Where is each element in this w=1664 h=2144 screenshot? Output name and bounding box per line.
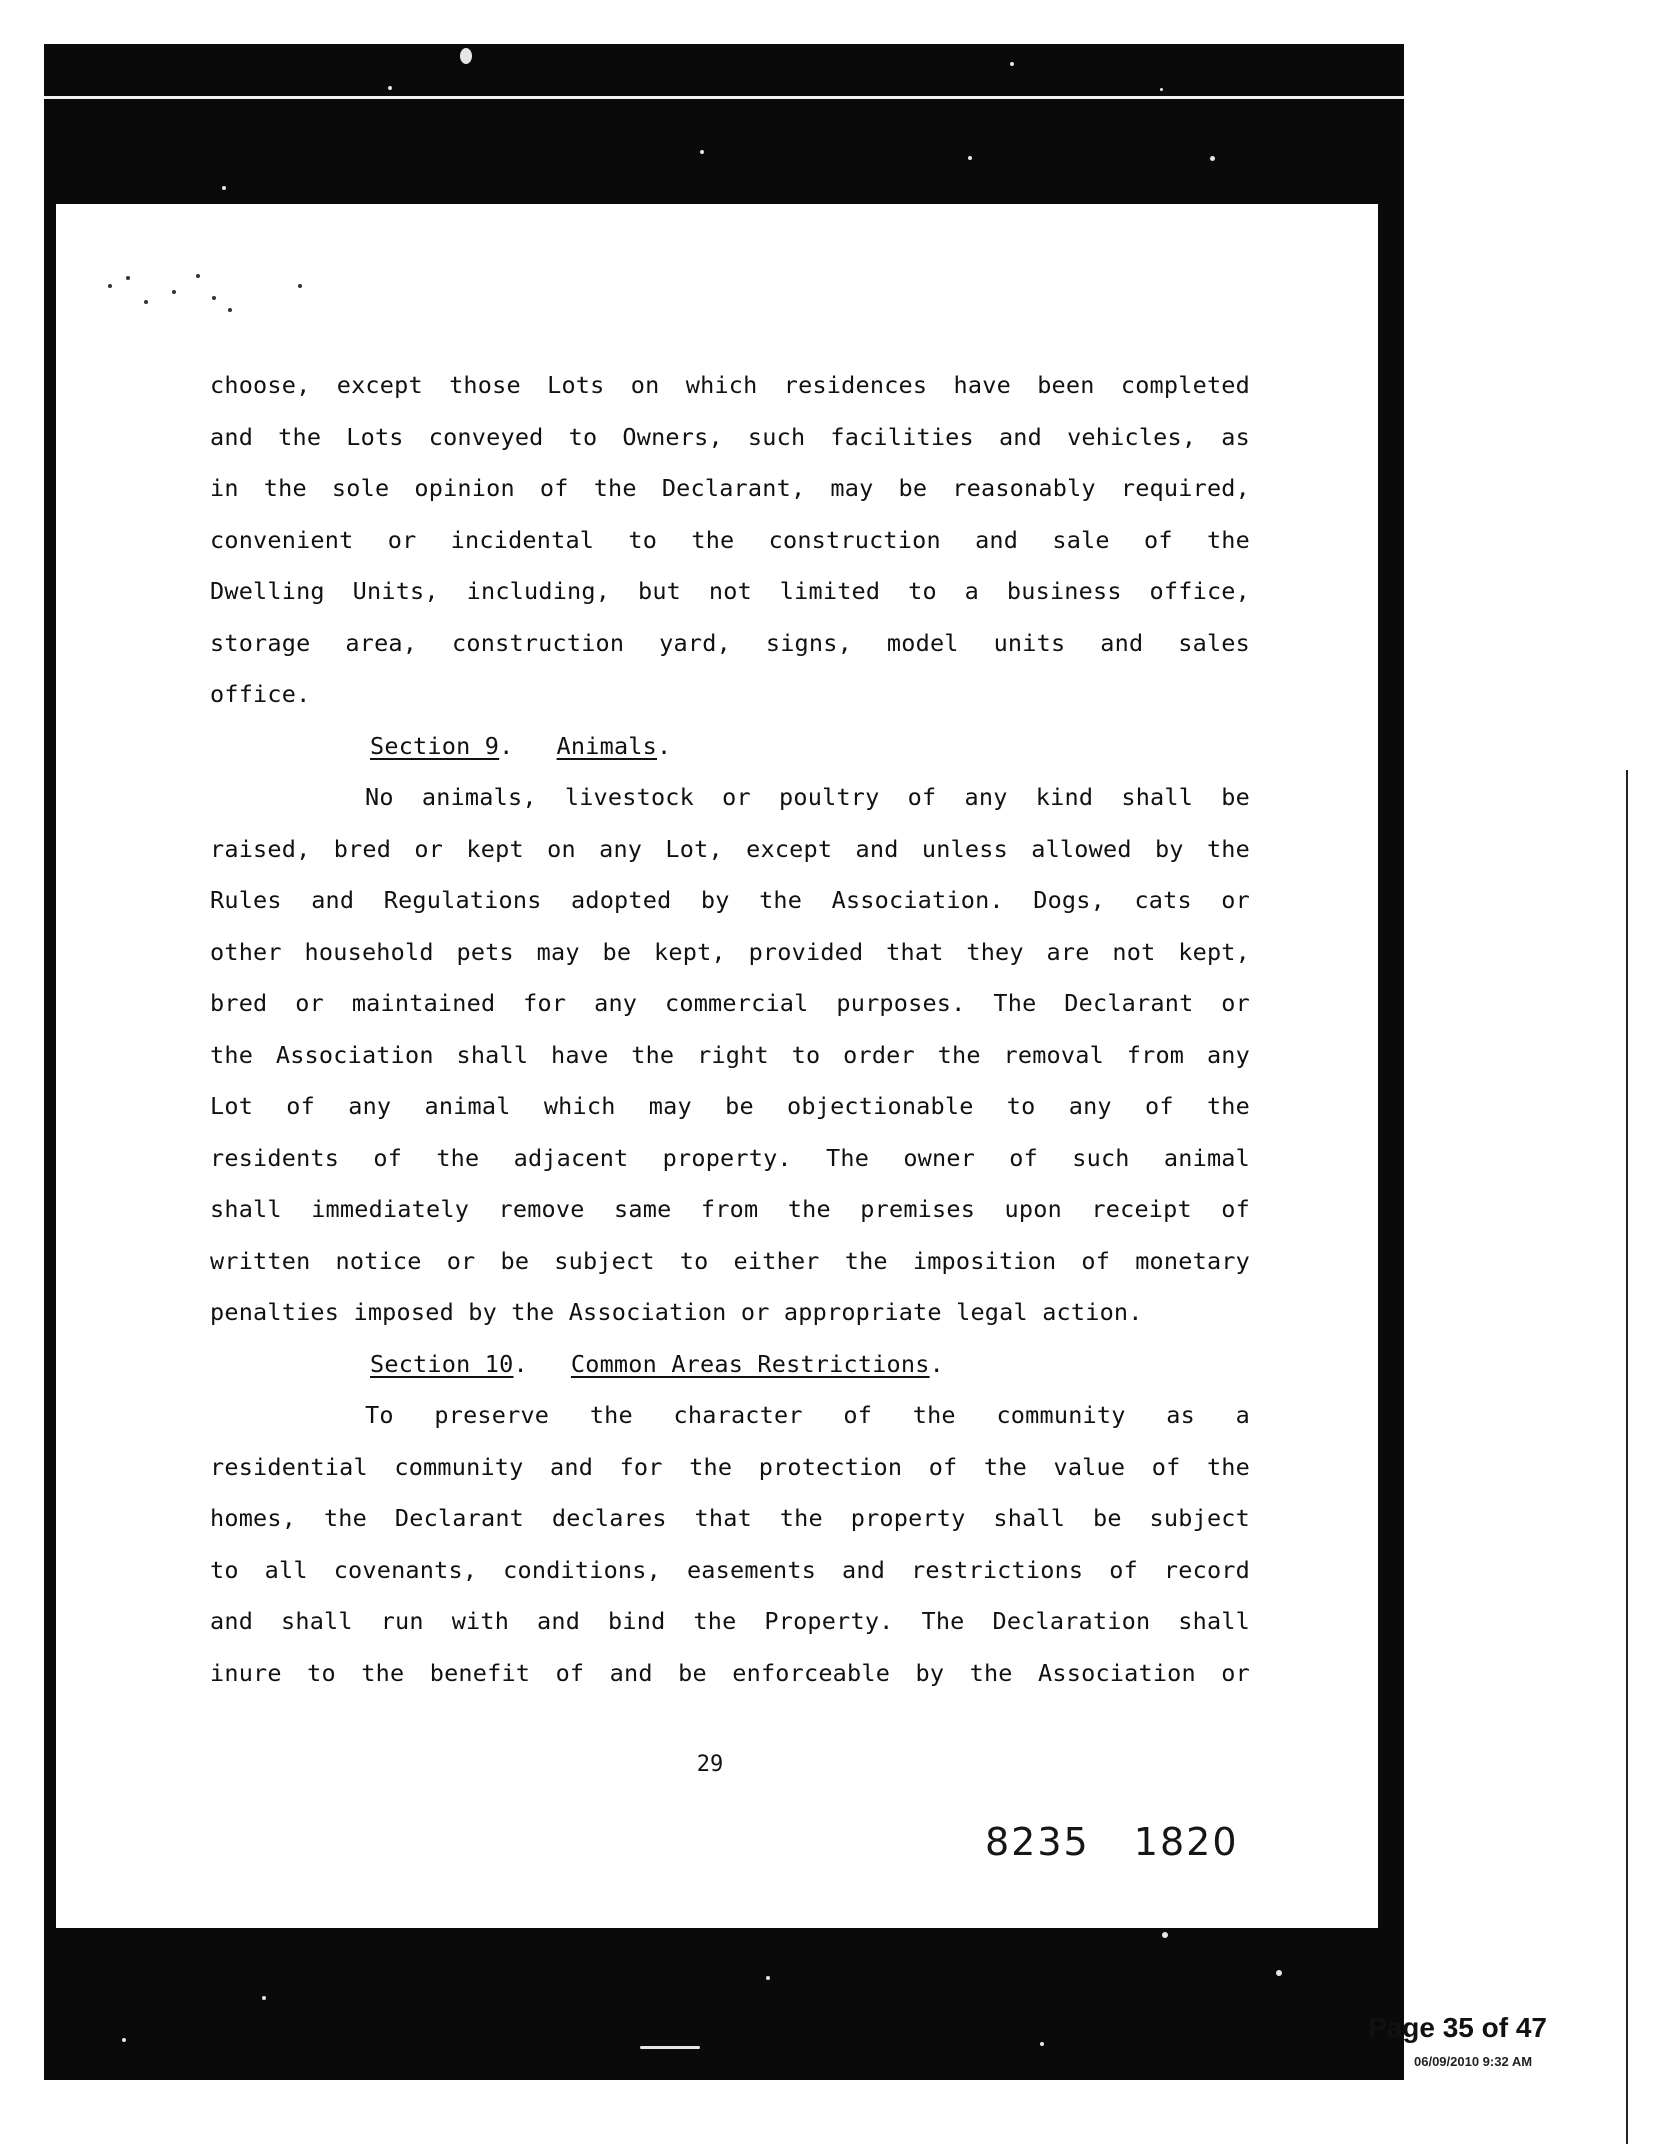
scan-speck bbox=[388, 86, 392, 90]
scan-speck bbox=[968, 156, 972, 160]
scan-speck bbox=[1040, 2042, 1044, 2046]
text-line: Dwelling Units, including, but not limited to a business office, bbox=[210, 577, 1250, 605]
scan-speck bbox=[1210, 156, 1215, 161]
scan-speck bbox=[766, 1976, 770, 1980]
scan-speck bbox=[1276, 1970, 1282, 1976]
text-line: the Association shall have the right to order the removal from any bbox=[210, 1040, 1250, 1069]
scan-top-rule bbox=[44, 96, 1404, 99]
text-line: raised, bred or kept on any Lot, except and unless allowed by the bbox=[210, 834, 1250, 863]
page-counter: Page 35 of 47 bbox=[1368, 2012, 1547, 2043]
scan-dot bbox=[144, 300, 148, 304]
text-line: to all covenants, conditions, easements and restrictions of record bbox=[210, 1555, 1250, 1584]
text-line: convenient or incidental to the construction and sale of the bbox=[210, 525, 1250, 554]
text-line: No animals, livestock or poultry of any kind shall be bbox=[365, 783, 1250, 811]
scan-dot bbox=[228, 308, 232, 312]
text-line: shall immediately remove same from the premises upon receipt of bbox=[210, 1195, 1250, 1223]
text-line: homes, the Declarant declares that the property shall be subject bbox=[210, 1504, 1250, 1532]
text-line: and shall run with and bind the Property. The Declaration shall bbox=[210, 1607, 1250, 1635]
text-line: storage area, construction yard, signs, model units and sales bbox=[210, 628, 1250, 657]
text-line: Rules and Regulations adopted by the Association. Dogs, cats or bbox=[210, 886, 1250, 914]
scan-speck bbox=[262, 1996, 266, 2000]
scan-margin-rule bbox=[1626, 770, 1628, 2144]
scan-dot bbox=[196, 274, 200, 278]
scan-speck bbox=[122, 2038, 126, 2042]
scan-speck bbox=[1162, 1932, 1168, 1938]
text-line: office. bbox=[210, 680, 311, 708]
text-line: To preserve the character of the community as a bbox=[365, 1401, 1250, 1429]
text-line: other household pets may be kept, provided that they are not kept, bbox=[210, 937, 1250, 966]
text-line: bred or maintained for any commercial purposes. The Declarant or bbox=[210, 989, 1250, 1017]
print-timestamp: 06/09/2010 9:32 AM bbox=[1414, 2054, 1533, 2069]
scan-speck bbox=[1160, 88, 1163, 91]
text-line: in the sole opinion of the Declarant, may be reasonably required, bbox=[210, 474, 1250, 502]
section-10-heading: Section 10. Common Areas Restrictions. bbox=[370, 1349, 944, 1378]
section-number: Section 10 bbox=[370, 1349, 514, 1378]
scan-dot bbox=[298, 284, 302, 288]
scan-speck bbox=[460, 48, 472, 64]
text-line: penalties imposed by the Association or appropriate legal action. bbox=[210, 1298, 1143, 1326]
scan-speck bbox=[700, 150, 704, 154]
scan-speck bbox=[640, 2046, 700, 2049]
scan-dot bbox=[212, 296, 216, 300]
scan-speck bbox=[1010, 62, 1014, 66]
section-title: Common Areas Restrictions bbox=[570, 1349, 930, 1378]
text-line: and the Lots conveyed to Owners, such facilities and vehicles, as bbox=[210, 422, 1250, 451]
section-9-heading: Section 9. Animals. bbox=[370, 731, 672, 760]
text-line: written notice or be subject to either the imposition of monetary bbox=[210, 1246, 1250, 1275]
section-title: Animals bbox=[556, 731, 657, 760]
page-number: 29 bbox=[696, 1752, 724, 1777]
scan-dot bbox=[126, 276, 130, 280]
scan-dot bbox=[172, 290, 176, 294]
scan-dot bbox=[108, 284, 112, 288]
text-line: residents of the adjacent property. The owner of such animal bbox=[210, 1143, 1250, 1172]
text-line: choose, except those Lots on which residences have been completed bbox=[210, 371, 1250, 399]
text-line: inure to the benefit of and be enforceable by the Association or bbox=[210, 1658, 1250, 1687]
book-page-stamp: 8235 1820 bbox=[985, 1820, 1239, 1864]
text-line: residential community and for the protection of the value of the bbox=[210, 1452, 1250, 1481]
text-line: Lot of any animal which may be objectionable to any of the bbox=[210, 1092, 1250, 1120]
scan-speck bbox=[222, 186, 226, 190]
section-number: Section 9 bbox=[370, 731, 500, 760]
document-body bbox=[210, 360, 1250, 1699]
